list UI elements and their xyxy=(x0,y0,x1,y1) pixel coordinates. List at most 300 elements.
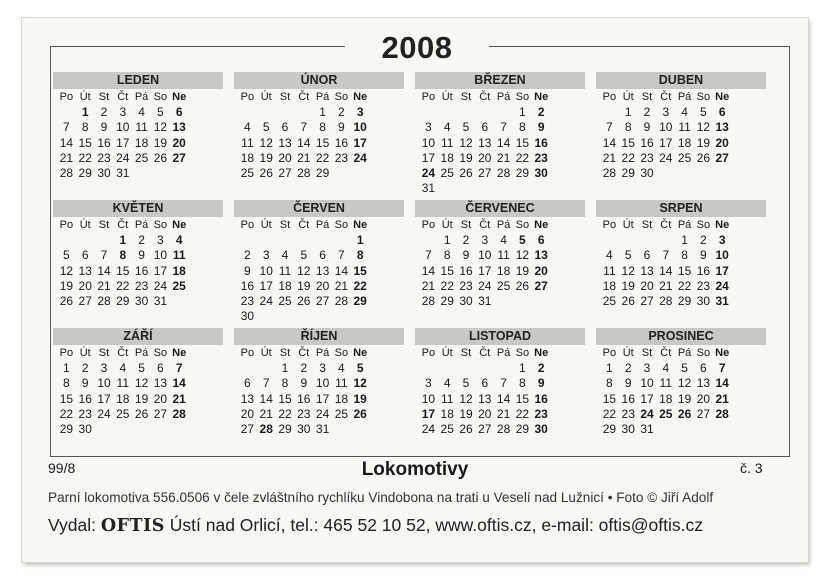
day-number: 1 xyxy=(681,233,688,248)
weekday-label: So xyxy=(515,347,530,359)
empty-cell xyxy=(57,233,76,248)
day-number: 27 xyxy=(478,422,492,437)
day-number: 7 xyxy=(262,376,270,391)
day-number: 12 xyxy=(353,376,367,391)
day-number: 15 xyxy=(278,391,292,406)
day-number: 26 xyxy=(696,150,711,165)
day-number: 13 xyxy=(478,135,492,150)
day-number: 28 xyxy=(715,406,729,421)
day-number: 13 xyxy=(278,135,292,150)
month-name: ČERVEN xyxy=(234,200,404,217)
day-number: 15 xyxy=(677,263,692,278)
weekday-label: Po xyxy=(421,347,436,359)
month-days-grid xyxy=(57,218,223,309)
empty-cell xyxy=(419,105,438,120)
day-number: 18 xyxy=(602,278,617,293)
day-number: 24 xyxy=(659,150,673,165)
day-number: 5 xyxy=(356,361,364,376)
day-number: 25 xyxy=(278,294,292,309)
day-number: 19 xyxy=(459,406,473,421)
day-number: 22 xyxy=(278,406,292,421)
day-number: 7 xyxy=(100,248,108,263)
weekday-label: Pá xyxy=(134,91,149,103)
day-number: 4 xyxy=(662,361,670,376)
day-number: 13 xyxy=(315,263,330,278)
day-number: 15 xyxy=(515,391,530,406)
day-number: 26 xyxy=(153,150,168,165)
day-number: 16 xyxy=(534,135,548,150)
day-number: 23 xyxy=(621,406,635,421)
day-number: 13 xyxy=(240,391,255,406)
day-number: 21 xyxy=(715,391,729,406)
day-number: 20 xyxy=(640,278,654,293)
month-name: DUBEN xyxy=(596,72,766,89)
weekday-label: So xyxy=(153,347,168,359)
day-number: 17 xyxy=(153,263,168,278)
month-days-grid xyxy=(57,346,223,437)
month-block xyxy=(596,328,766,437)
day-number: 21 xyxy=(496,150,511,165)
day-number: 16 xyxy=(78,391,92,406)
weekday-label: Čt xyxy=(117,219,129,231)
day-number: 21 xyxy=(259,406,273,421)
day-number: 26 xyxy=(259,166,273,181)
day-number: 20 xyxy=(78,278,92,293)
day-number: 29 xyxy=(515,422,530,437)
weekday-label: St xyxy=(98,219,110,231)
weekday-label: Pá xyxy=(496,219,511,231)
weekday-label: St xyxy=(641,91,653,103)
weekday-label: Ne xyxy=(534,219,549,231)
day-number: 19 xyxy=(59,278,74,293)
day-number: 5 xyxy=(138,361,145,376)
weekday-label: So xyxy=(696,219,711,231)
day-number: 25 xyxy=(659,406,673,421)
day-number: 16 xyxy=(240,278,255,293)
day-number: 16 xyxy=(97,135,111,150)
day-number: 7 xyxy=(63,120,70,135)
day-number: 10 xyxy=(153,248,168,263)
day-number: 18 xyxy=(440,150,454,165)
day-number: 29 xyxy=(602,422,617,437)
empty-cell xyxy=(457,361,476,376)
weekday-label: Pá xyxy=(315,91,330,103)
day-number: 1 xyxy=(519,105,526,120)
day-number: 22 xyxy=(677,278,692,293)
day-number: 3 xyxy=(643,361,651,376)
day-number: 23 xyxy=(334,150,349,165)
weekday-label: Út xyxy=(622,347,634,359)
day-number: 19 xyxy=(677,391,692,406)
day-number: 28 xyxy=(496,422,511,437)
day-number: 18 xyxy=(334,391,349,406)
month-name: ZÁŘÍ xyxy=(53,328,223,345)
day-number: 15 xyxy=(116,263,130,278)
day-number: 6 xyxy=(700,361,707,376)
day-number: 20 xyxy=(478,406,492,421)
day-number: 24 xyxy=(478,278,492,293)
day-number: 31 xyxy=(640,422,654,437)
month-days-grid xyxy=(238,346,404,437)
day-number: 7 xyxy=(606,120,613,135)
day-number: 9 xyxy=(244,263,251,278)
day-number: 25 xyxy=(440,422,454,437)
weekday-label: Po xyxy=(59,91,74,103)
day-number: 17 xyxy=(116,135,130,150)
empty-cell xyxy=(419,233,438,248)
weekday-label: Ne xyxy=(353,219,368,231)
day-number: 15 xyxy=(515,135,530,150)
day-number: 13 xyxy=(78,263,92,278)
weekday-label: So xyxy=(153,91,168,103)
weekday-label: Út xyxy=(79,347,91,359)
day-number: 6 xyxy=(643,248,651,263)
day-number: 14 xyxy=(602,135,617,150)
frame-top-left-line xyxy=(50,46,345,47)
day-number: 14 xyxy=(715,376,729,391)
day-number: 16 xyxy=(696,263,711,278)
day-number: 6 xyxy=(157,361,164,376)
day-number: 12 xyxy=(621,263,635,278)
day-number: 11 xyxy=(335,376,348,391)
day-number: 25 xyxy=(496,278,511,293)
month-name: KVĚTEN xyxy=(53,200,223,217)
day-number: 4 xyxy=(443,120,451,135)
day-number: 24 xyxy=(315,406,330,421)
day-number: 16 xyxy=(134,263,149,278)
day-number: 8 xyxy=(119,248,127,263)
day-number: 4 xyxy=(443,376,451,391)
weekday-label: Ne xyxy=(172,219,187,231)
day-number: 13 xyxy=(696,376,711,391)
weekday-label: Čt xyxy=(117,347,129,359)
empty-cell xyxy=(76,233,95,248)
day-number: 24 xyxy=(640,406,654,421)
month-days-grid xyxy=(57,90,223,181)
weekday-label: Čt xyxy=(660,91,672,103)
day-number: 19 xyxy=(696,135,711,150)
day-number: 6 xyxy=(537,233,545,248)
day-number: 29 xyxy=(278,422,292,437)
day-number: 27 xyxy=(640,294,654,309)
weekday-label: Po xyxy=(602,91,617,103)
day-number: 14 xyxy=(496,391,511,406)
day-number: 1 xyxy=(281,361,289,376)
day-number: 31 xyxy=(153,294,168,309)
day-number: 7 xyxy=(425,248,432,263)
day-number: 4 xyxy=(119,361,127,376)
day-number: 14 xyxy=(297,135,311,150)
day-number: 22 xyxy=(353,278,367,293)
weekday-label: Po xyxy=(59,347,74,359)
month-block xyxy=(415,72,585,196)
day-number: 26 xyxy=(621,294,635,309)
day-number: 11 xyxy=(440,135,454,150)
day-number: 11 xyxy=(135,120,148,135)
day-number: 22 xyxy=(116,278,130,293)
day-number: 7 xyxy=(662,248,670,263)
month-block xyxy=(53,200,223,309)
empty-cell xyxy=(619,233,638,248)
month-name: PROSINEC xyxy=(596,328,766,345)
day-number: 10 xyxy=(97,376,111,391)
weekday-label: Ne xyxy=(172,91,187,103)
day-number: 15 xyxy=(78,135,92,150)
day-number: 27 xyxy=(696,406,711,421)
day-number: 5 xyxy=(300,248,308,263)
day-number: 7 xyxy=(500,376,507,391)
day-number: 25 xyxy=(334,406,349,421)
day-number: 6 xyxy=(175,105,183,120)
day-number: 14 xyxy=(97,263,111,278)
weekday-label: So xyxy=(153,219,168,231)
day-number: 20 xyxy=(172,135,186,150)
day-number: 14 xyxy=(259,391,273,406)
weekday-label: St xyxy=(279,91,291,103)
day-number: 26 xyxy=(297,294,311,309)
empty-cell xyxy=(475,105,494,120)
month-block xyxy=(53,328,223,437)
day-number: 9 xyxy=(338,120,345,135)
day-number: 27 xyxy=(78,294,92,309)
day-number: 2 xyxy=(244,248,251,263)
day-number: 8 xyxy=(281,376,289,391)
day-number: 10 xyxy=(659,120,673,135)
empty-cell xyxy=(313,233,332,248)
day-number: 22 xyxy=(440,278,454,293)
day-number: 17 xyxy=(715,263,729,278)
day-number: 16 xyxy=(534,391,548,406)
day-number: 12 xyxy=(153,120,168,135)
day-number: 26 xyxy=(59,294,74,309)
weekday-label: Út xyxy=(441,347,453,359)
day-number: 29 xyxy=(621,166,635,181)
year-title: 2008 xyxy=(381,30,453,65)
day-number: 14 xyxy=(172,376,186,391)
day-number: 25 xyxy=(602,294,617,309)
day-number: 8 xyxy=(63,376,70,391)
day-number: 2 xyxy=(338,105,345,120)
day-number: 24 xyxy=(421,422,436,437)
weekday-label: St xyxy=(460,219,472,231)
day-number: 31 xyxy=(478,294,492,309)
empty-cell xyxy=(238,233,257,248)
day-number: 9 xyxy=(300,376,308,391)
day-number: 22 xyxy=(621,150,635,165)
weekday-label: Po xyxy=(240,219,255,231)
day-number: 1 xyxy=(63,361,70,376)
day-number: 11 xyxy=(278,263,292,278)
day-number: 1 xyxy=(81,105,89,120)
weekday-label: St xyxy=(460,91,472,103)
day-number: 23 xyxy=(297,406,311,421)
day-number: 19 xyxy=(134,391,149,406)
weekday-label: Ne xyxy=(715,91,730,103)
day-number: 18 xyxy=(172,263,186,278)
empty-cell xyxy=(238,105,257,120)
publisher-brand: OFTIS xyxy=(100,516,165,536)
day-number: 30 xyxy=(640,166,654,181)
day-number: 24 xyxy=(97,406,111,421)
day-number: 18 xyxy=(496,263,511,278)
weekday-label: So xyxy=(515,219,530,231)
day-number: 24 xyxy=(259,294,273,309)
weekday-label: Čt xyxy=(479,91,491,103)
day-number: 20 xyxy=(315,278,330,293)
day-number: 12 xyxy=(259,135,273,150)
day-number: 27 xyxy=(534,278,548,293)
day-number: 28 xyxy=(97,294,111,309)
day-number: 28 xyxy=(172,406,186,421)
day-number: 20 xyxy=(240,406,255,421)
day-number: 6 xyxy=(244,376,251,391)
day-number: 12 xyxy=(134,376,149,391)
empty-cell xyxy=(332,233,351,248)
day-number: 13 xyxy=(172,120,186,135)
weekday-label: Pá xyxy=(134,219,149,231)
day-number: 27 xyxy=(315,294,330,309)
day-number: 20 xyxy=(696,391,711,406)
empty-cell xyxy=(438,105,457,120)
day-number: 26 xyxy=(459,422,473,437)
day-number: 27 xyxy=(153,406,168,421)
day-number: 25 xyxy=(677,150,692,165)
day-number: 29 xyxy=(315,166,330,181)
day-number: 9 xyxy=(100,120,108,135)
day-number: 8 xyxy=(624,120,632,135)
day-number: 15 xyxy=(621,135,635,150)
empty-cell xyxy=(438,361,457,376)
day-number: 2 xyxy=(537,361,545,376)
day-number: 31 xyxy=(715,294,729,309)
publisher-line xyxy=(48,515,793,536)
weekday-label: Čt xyxy=(660,347,672,359)
day-number: 29 xyxy=(440,294,454,309)
weekday-label: Pá xyxy=(315,347,330,359)
day-number: 25 xyxy=(116,406,130,421)
month-name: BŘEZEN xyxy=(415,72,585,89)
day-number: 11 xyxy=(172,248,186,263)
day-number: 13 xyxy=(534,248,548,263)
weekday-label: St xyxy=(279,219,291,231)
weekday-label: Po xyxy=(421,219,436,231)
day-number: 9 xyxy=(462,248,470,263)
day-number: 21 xyxy=(334,278,349,293)
day-number: 2 xyxy=(462,233,470,248)
empty-cell xyxy=(600,233,619,248)
weekday-label: St xyxy=(641,347,653,359)
day-number: 22 xyxy=(602,406,617,421)
day-number: 19 xyxy=(259,150,273,165)
day-number: 2 xyxy=(300,361,308,376)
day-number: 12 xyxy=(515,248,530,263)
day-number: 28 xyxy=(259,422,273,437)
day-number: 5 xyxy=(519,233,526,248)
day-number: 6 xyxy=(718,105,726,120)
month-block xyxy=(234,200,404,324)
day-number: 4 xyxy=(606,248,613,263)
weekday-label: Čt xyxy=(660,219,672,231)
month-days-grid xyxy=(419,90,585,196)
day-number: 19 xyxy=(297,278,311,293)
weekday-label: Pá xyxy=(496,91,511,103)
day-number: 23 xyxy=(534,406,548,421)
day-number: 16 xyxy=(459,263,473,278)
day-number: 23 xyxy=(459,278,473,293)
day-number: 30 xyxy=(534,422,548,437)
weekday-label: Čt xyxy=(298,91,310,103)
day-number: 16 xyxy=(334,135,349,150)
month-block xyxy=(596,200,766,309)
day-number: 23 xyxy=(240,294,255,309)
day-number: 17 xyxy=(478,263,492,278)
day-number: 4 xyxy=(338,361,345,376)
weekday-label: Čt xyxy=(479,219,491,231)
day-number: 21 xyxy=(59,150,74,165)
day-number: 5 xyxy=(63,248,70,263)
weekday-label: Út xyxy=(79,91,91,103)
weekday-label: Ne xyxy=(715,347,730,359)
day-number: 20 xyxy=(534,263,548,278)
day-number: 17 xyxy=(640,391,654,406)
month-name: ČERVENEC xyxy=(415,200,585,217)
weekday-label: Ne xyxy=(353,91,368,103)
day-number: 12 xyxy=(59,263,74,278)
day-number: 14 xyxy=(334,263,349,278)
day-number: 18 xyxy=(440,406,454,421)
day-number: 26 xyxy=(134,406,149,421)
day-number: 28 xyxy=(297,166,311,181)
card-number: č. 3 xyxy=(740,460,763,476)
day-number: 28 xyxy=(496,166,511,181)
weekday-label: Po xyxy=(602,219,617,231)
day-number: 5 xyxy=(157,105,164,120)
day-number: 3 xyxy=(425,376,432,391)
weekday-label: St xyxy=(460,347,472,359)
day-number: 22 xyxy=(59,406,74,421)
weekday-label: Ne xyxy=(534,91,549,103)
month-days-grid xyxy=(419,218,585,309)
day-number: 29 xyxy=(78,166,92,181)
day-number: 31 xyxy=(116,166,130,181)
day-number: 29 xyxy=(677,294,692,309)
weekday-label: Út xyxy=(622,91,634,103)
day-number: 27 xyxy=(715,150,729,165)
day-number: 7 xyxy=(300,120,308,135)
day-number: 10 xyxy=(421,391,436,406)
day-number: 22 xyxy=(78,150,92,165)
day-number: 2 xyxy=(100,105,108,120)
empty-cell xyxy=(494,105,513,120)
day-number: 20 xyxy=(153,391,168,406)
day-number: 14 xyxy=(496,135,511,150)
weekday-label: So xyxy=(334,219,349,231)
weekday-label: Po xyxy=(421,91,436,103)
day-number: 3 xyxy=(481,233,489,248)
weekday-label: Čt xyxy=(117,91,129,103)
day-number: 23 xyxy=(696,278,711,293)
day-number: 14 xyxy=(421,263,436,278)
empty-cell xyxy=(419,361,438,376)
weekday-label: Po xyxy=(240,347,255,359)
day-number: 27 xyxy=(278,166,292,181)
day-number: 28 xyxy=(659,294,673,309)
day-number: 6 xyxy=(481,120,489,135)
day-number: 6 xyxy=(281,120,289,135)
day-number: 8 xyxy=(681,248,688,263)
weekday-label: Po xyxy=(602,347,617,359)
day-number: 12 xyxy=(696,120,711,135)
